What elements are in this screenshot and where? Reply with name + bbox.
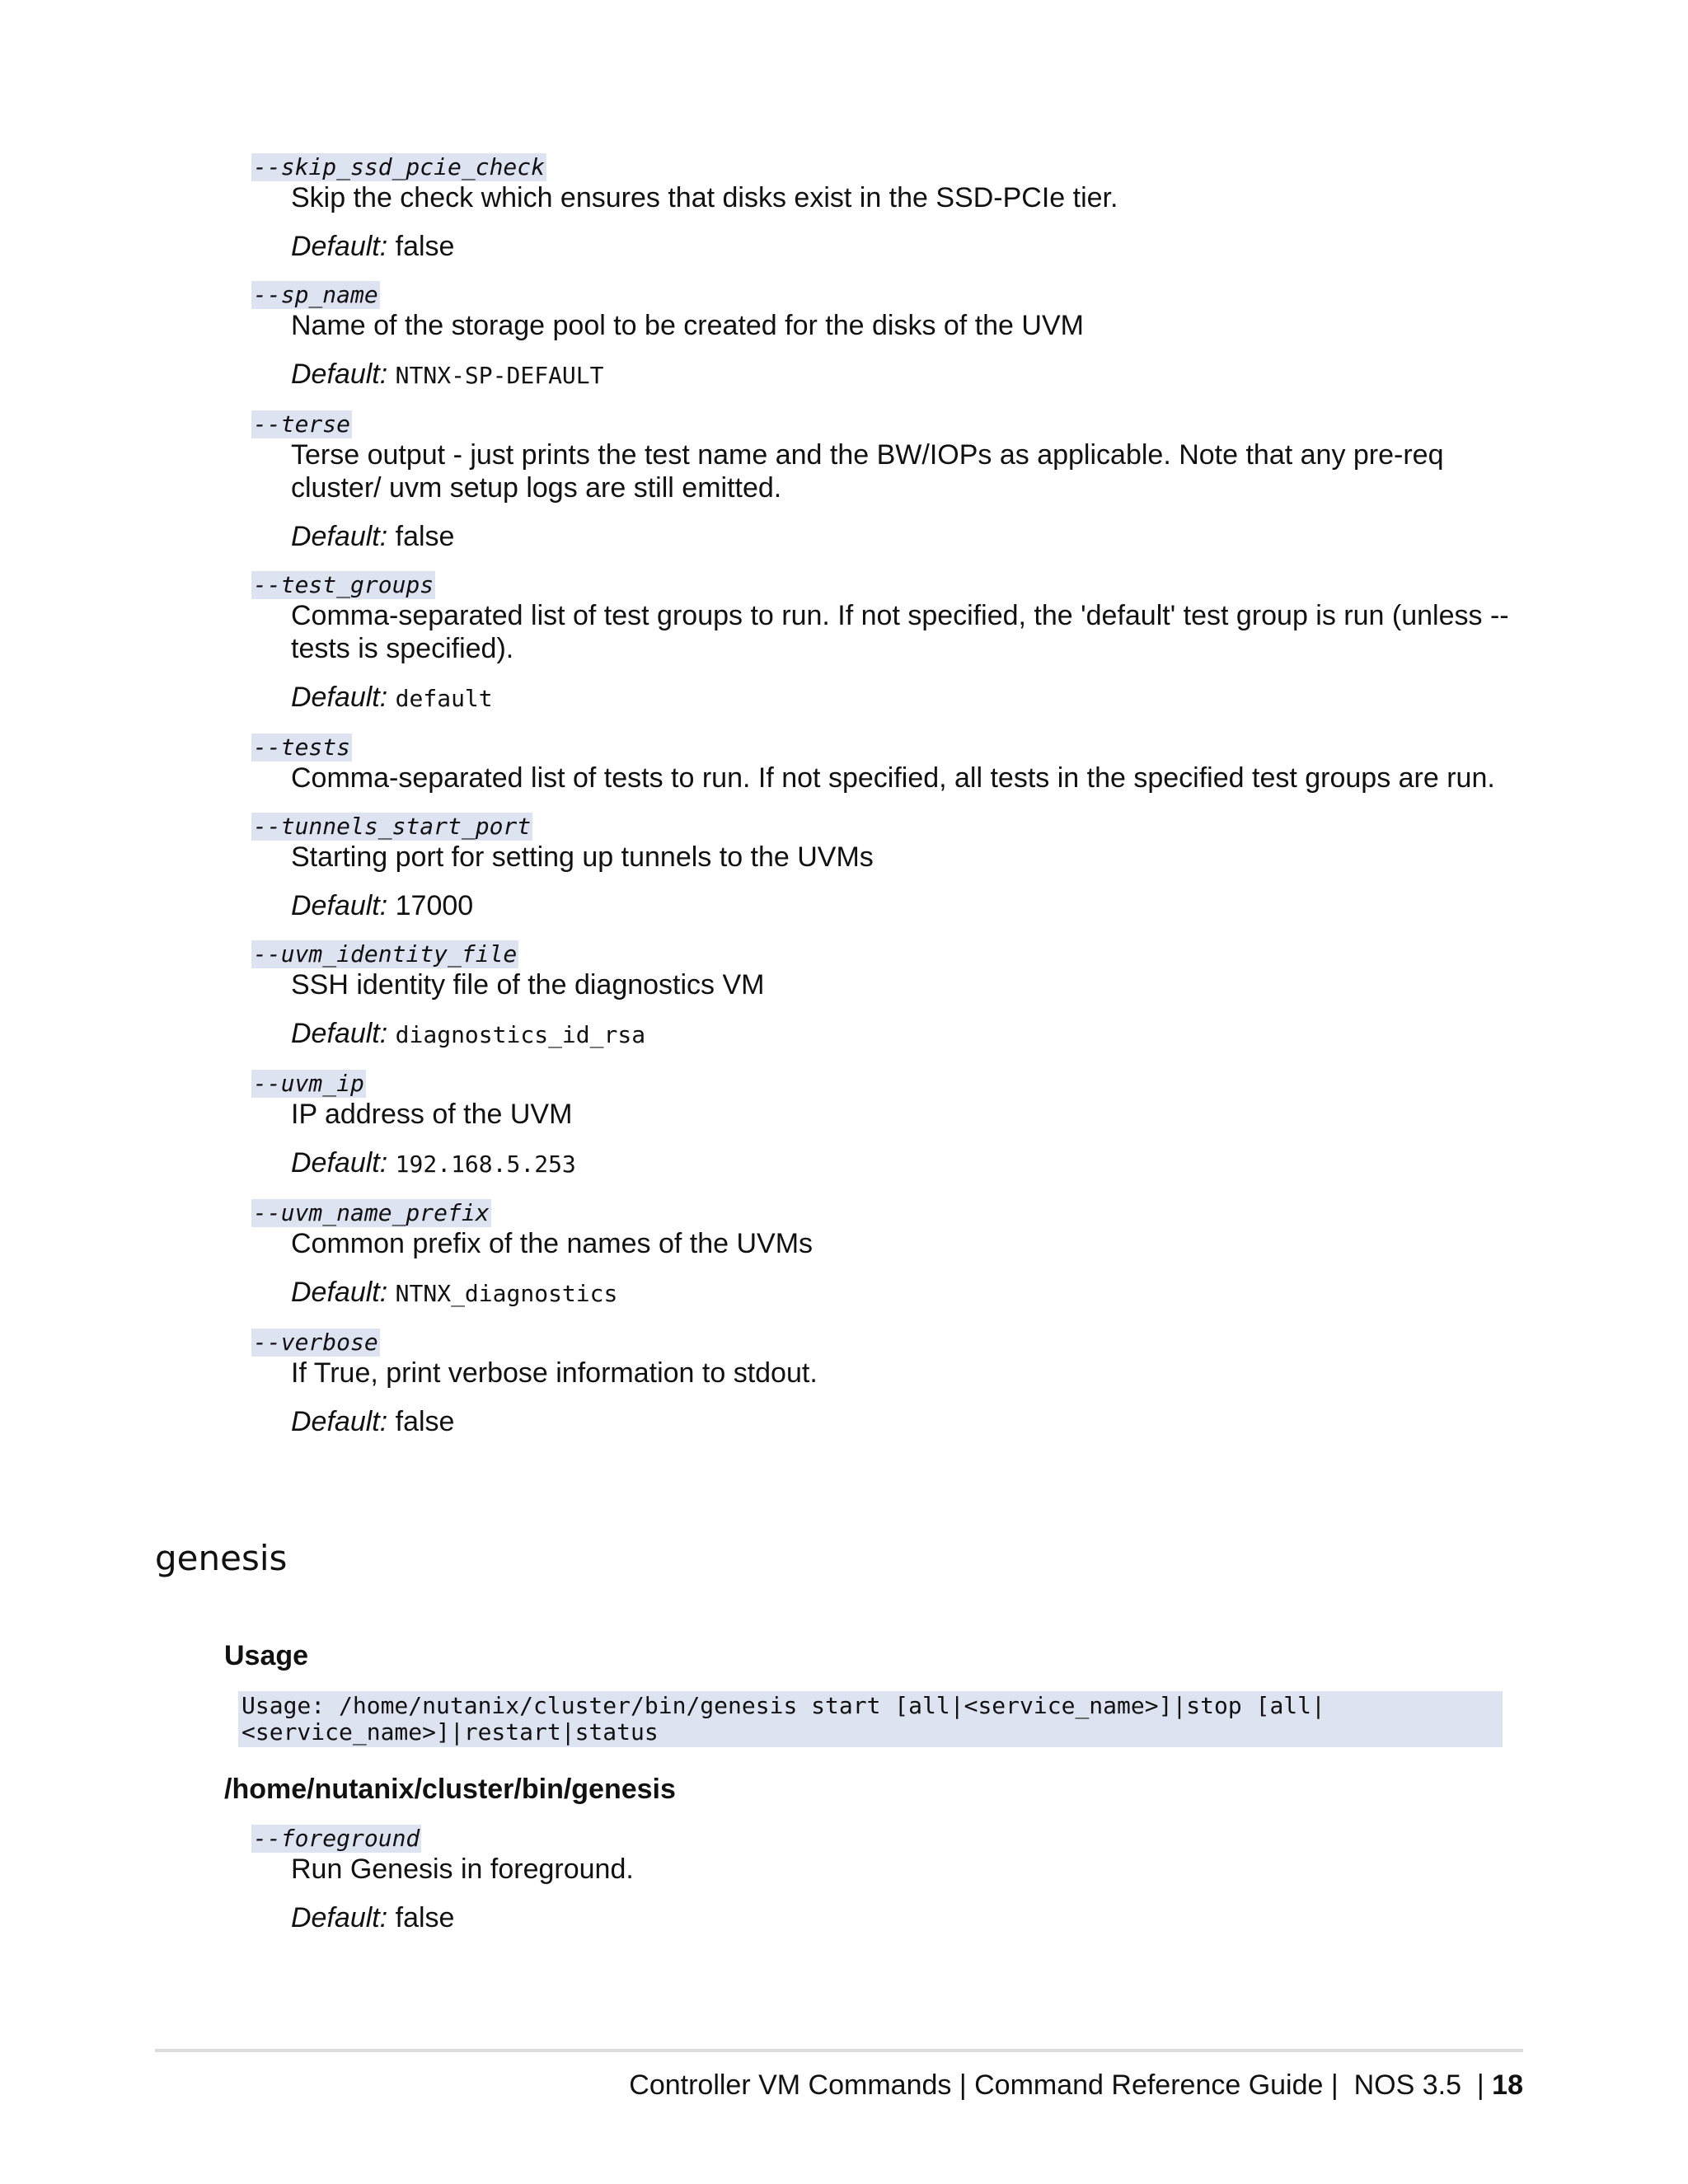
option-flag: --foreground xyxy=(253,1825,420,1852)
default-label: Default: xyxy=(291,1902,388,1933)
option-description: Terse output - just prints the test name and the BW/IOPs as applicable. Note that any pre-req cluster/ uvm setup logs are still emitted. xyxy=(291,439,1444,504)
option-description: Skip the check which ensures that disks exist in the SSD-PCIe tier. xyxy=(291,182,1118,213)
usage-code-block: Usage: /home/nutanix/cluster/bin/genesis start [all|<service_name>]|stop [all| <service_name>]|restart|status xyxy=(238,1691,1503,1747)
option-default xyxy=(291,358,1537,392)
page-number: 18 xyxy=(1492,2069,1523,2101)
option-flag: --uvm_name_prefix xyxy=(253,1199,490,1226)
default-value: default xyxy=(395,685,493,712)
option-default xyxy=(291,1017,1537,1052)
default-label: Default: xyxy=(291,682,388,713)
option-entry xyxy=(251,571,1537,715)
option-flag: --sp_name xyxy=(253,281,378,308)
option-entry xyxy=(251,410,1537,553)
option-default xyxy=(291,230,1537,263)
option-description: Starting port for setting up tunnels to the UVMs xyxy=(291,841,874,873)
option-flag: --tests xyxy=(253,733,351,761)
option-default xyxy=(291,681,1537,715)
default-label: Default: xyxy=(291,1406,388,1437)
option-default xyxy=(291,1146,1537,1181)
default-value: false xyxy=(395,1406,455,1437)
option-entry xyxy=(251,1329,1537,1438)
footer-text: Controller VM Commands | Command Reference Guide | NOS 3.5 | xyxy=(629,2069,1493,2101)
command-path-heading: /home/nutanix/cluster/bin/genesis xyxy=(224,1774,676,1805)
default-value: false xyxy=(395,231,455,262)
option-description: Comma-separated list of tests to run. If not specified, all tests in the specified test groups are run. xyxy=(291,762,1495,794)
option-flag: --verbose xyxy=(253,1329,378,1356)
section-title: genesis xyxy=(155,1538,288,1578)
default-label: Default: xyxy=(291,1277,388,1308)
option-flag: --uvm_ip xyxy=(253,1070,364,1097)
option-entry xyxy=(251,281,1537,392)
default-label: Default: xyxy=(291,359,388,390)
default-label: Default: xyxy=(291,1147,388,1179)
option-flag: --tunnels_start_port xyxy=(253,813,532,840)
option-description: SSH identity file of the diagnostics VM xyxy=(291,969,765,1001)
footer-divider xyxy=(155,2049,1523,2052)
option-description: Common prefix of the names of the UVMs xyxy=(291,1228,814,1259)
option-description: Comma-separated list of test groups to run. If not specified, the 'default' test group is run (unless -- tests is specified). xyxy=(291,600,1509,664)
default-value: NTNX_diagnostics xyxy=(395,1280,618,1307)
option-default xyxy=(291,1405,1537,1438)
option-default xyxy=(291,1276,1537,1310)
option-description: IP address of the UVM xyxy=(291,1099,573,1130)
option-default xyxy=(291,1901,1537,1934)
option-entry xyxy=(251,940,1537,1052)
option-flag: --skip_ssd_pcie_check xyxy=(253,153,546,180)
option-default xyxy=(291,520,1537,553)
default-label: Default: xyxy=(291,521,388,552)
default-label: Default: xyxy=(291,1018,388,1049)
option-flag: --test_groups xyxy=(253,571,434,598)
option-entry xyxy=(251,1070,1537,1181)
option-description: Name of the storage pool to be created for the disks of the UVM xyxy=(291,310,1084,341)
option-description: Run Genesis in foreground. xyxy=(291,1854,634,1885)
default-value: false xyxy=(395,1902,455,1933)
default-value: 17000 xyxy=(395,890,474,921)
page-footer xyxy=(629,2069,1523,2102)
option-description: If True, print verbose information to stdout. xyxy=(291,1357,818,1389)
default-label: Default: xyxy=(291,890,388,921)
default-value: false xyxy=(395,521,455,552)
genesis-option-list xyxy=(251,1825,1537,1952)
default-value: NTNX-SP-DEFAULT xyxy=(395,362,604,389)
default-value: 192.168.5.253 xyxy=(395,1151,576,1178)
option-entry xyxy=(251,733,1537,794)
option-entry xyxy=(251,1199,1537,1310)
option-default xyxy=(291,889,1537,922)
option-entry xyxy=(251,813,1537,922)
usage-heading: Usage xyxy=(224,1640,309,1671)
default-value: diagnostics_id_rsa xyxy=(395,1021,646,1048)
option-entry xyxy=(251,1825,1537,1934)
option-flag: --terse xyxy=(253,410,351,438)
default-label: Default: xyxy=(291,231,388,262)
option-entry xyxy=(251,153,1537,263)
option-list xyxy=(251,153,1537,1456)
option-flag: --uvm_identity_file xyxy=(253,940,518,968)
